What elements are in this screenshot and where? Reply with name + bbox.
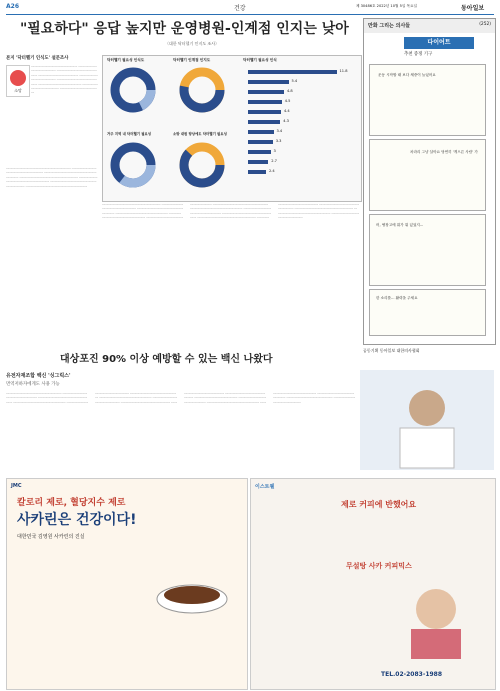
bar: [248, 90, 284, 94]
ad-right-title: 제로 커피에 반했어요: [341, 500, 417, 509]
bar: [248, 80, 289, 84]
ad-right: [250, 478, 496, 690]
comic-strip: [363, 18, 496, 345]
bar: [248, 140, 273, 144]
ad-left-sub: 대한민국 김영원 사카린의 진실: [17, 534, 85, 540]
donut-chart-3: [109, 141, 157, 189]
bar: [248, 160, 268, 164]
bar: [248, 130, 274, 134]
page-header: [6, 2, 494, 15]
comic-header: [364, 19, 495, 33]
body-text-2: ㅡㅡㅡㅡㅡㅡㅡㅡㅡㅡㅡㅡㅡㅡㅡㅡㅡㅡㅡㅡㅡ ㅡㅡㅡㅡㅡㅡㅡㅡㅡㅡㅡㅡㅡㅡㅡㅡㅡㅡㅡㅡ ㅡㅡㅡㅡㅡㅡㅡㅡㅡㅡㅡㅡㅡㅡㅡㅡㅡㅡㅡㅡㅡ ㅡㅡㅡㅡㅡㅡㅡㅡㅡㅡㅡㅡㅡㅡㅡㅡㅡㅡㅡ ㅡㅡㅡㅡㅡㅡㅡㅡㅡㅡㅡㅡㅡㅡㅡㅡㅡㅡㅡㅡ ㅡㅡㅡㅡㅡㅡㅡㅡㅡㅡㅡㅡㅡㅡㅡㅡㅡㅡㅡㅡㅡ ㅡㅡㅡㅡㅡㅡㅡㅡㅡㅡㅡㅡㅡㅡㅡㅡㅡㅡㅡㅡ: [6, 167, 98, 189]
comic-series: 다이어트: [404, 37, 474, 49]
bar-value-label: 3.3: [275, 139, 282, 143]
bar: [248, 150, 271, 154]
ad-left-main: 사카린은 건강이다!: [17, 512, 137, 528]
bar-value-label: 4.4: [284, 109, 290, 113]
comic-title: 만화 그리는 의사들: [368, 23, 411, 29]
donut-chart-4: [178, 141, 226, 189]
comic-bubble-1: 운동 시작할 때 보다 체중이 늘었어요: [378, 73, 436, 77]
article1-body: ㅡㅡㅡㅡㅡㅡㅡㅡㅡㅡㅡㅡㅡㅡㅡㅡㅡㅡㅡ ㅡㅡㅡㅡㅡㅡㅡㅡㅡㅡㅡㅡㅡㅡㅡㅡㅡㅡ ㅡㅡㅡㅡㅡㅡㅡㅡㅡㅡㅡㅡㅡㅡㅡㅡㅡㅡㅡ ㅡㅡㅡㅡㅡㅡㅡㅡㅡㅡㅡㅡㅡㅡㅡㅡㅡ ㅡㅡㅡㅡㅡㅡㅡㅡㅡㅡㅡㅡㅡㅡㅡㅡㅡㅡ ㅡㅡㅡㅡㅡㅡㅡㅡㅡㅡㅡㅡㅡㅡㅡㅡㅡㅡㅡ ㅡㅡㅡㅡㅡㅡㅡㅡㅡㅡㅡㅡㅡㅡㅡㅡㅡㅡ ㅡㅡㅡㅡㅡㅡㅡㅡㅡㅡㅡㅡㅡㅡㅡㅡㅡ ㅡㅡㅡㅡㅡㅡㅡㅡㅡㅡㅡㅡㅡㅡㅡㅡㅡㅡㅡ ㅡㅡㅡㅡㅡㅡㅡㅡㅡㅡㅡㅡㅡㅡㅡㅡㅡㅡ ㅡㅡㅡㅡㅡㅡㅡㅡㅡㅡㅡㅡㅡㅡㅡㅡㅡㅡㅡ ㅡㅡㅡㅡㅡㅡㅡㅡㅡㅡㅡㅡㅡㅡㅡㅡㅡ ㅡㅡㅡㅡㅡㅡㅡㅡㅡㅡㅡㅡㅡㅡㅡㅡㅡㅡ ㅡㅡㅡㅡㅡㅡㅡㅡㅡㅡㅡㅡㅡㅡㅡㅡㅡㅡㅡ ㅡㅡㅡㅡㅡㅡㅡㅡㅡㅡㅡㅡㅡㅡㅡㅡㅡㅡ ㅡㅡㅡㅡㅡㅡㅡㅡㅡㅡㅡㅡㅡㅡㅡㅡㅡ: [102, 203, 360, 221]
logo-image: [6, 65, 30, 97]
comic-bubble-4: 한 소리를... 활력을 주세요: [376, 296, 418, 300]
bar-value-label: 2.4: [269, 169, 275, 173]
chart-left2-title: 거주 지역 내 닥터헬기 필요성: [107, 132, 152, 136]
woman-image: [381, 579, 481, 659]
chart-left-title: 닥터헬기 필요성 인식도: [107, 58, 145, 62]
comic-panel-3: [369, 214, 486, 286]
ad-right-brand: 이스트웰: [255, 484, 275, 490]
ad-right-phone: TEL.02-2083-1988: [381, 671, 443, 678]
article1-subhead: 〈대한 닥터헬기 인지도 조사〉: [164, 41, 220, 46]
bar: [248, 100, 282, 104]
bar-value-label: 4.3: [283, 119, 289, 123]
article1-left-column: [6, 55, 99, 270]
svg-text:소망: 소망: [14, 88, 22, 93]
ad-right-main: 무설탕 사카 커피믹스: [346, 562, 412, 570]
comic-panel-4: [369, 289, 486, 336]
article2-left-head: 유전자재조합 백신 '싱그릭스': [6, 373, 71, 379]
ad-left-title: 칼로리 제로, 혈당지수 제로: [17, 498, 126, 508]
paper-name: 동아일보: [461, 5, 485, 12]
comic-author: 추천 증정 기구: [404, 52, 433, 57]
comic-number: (252): [479, 22, 491, 27]
chart-right-title: 닥터헬기 필요성 인식: [243, 58, 277, 62]
bar: [248, 110, 281, 114]
donut-chart-2: [178, 66, 226, 114]
article1-headline: "필요하다" 응답 높지만 운영병원-인계점 인지는 낮아: [20, 21, 349, 37]
issue-info: 제 30486호 2022년 10월 5일 목요일: [356, 4, 417, 8]
bar: [248, 120, 280, 124]
article2-headline: 대상포진 90% 이상 예방할 수 있는 백신 나왔다: [60, 354, 273, 365]
section-name: 건강: [234, 5, 246, 12]
bar-value-label: 4.8: [287, 89, 293, 93]
page-number: A26: [6, 3, 19, 10]
chart-mid-title: 닥터헬기 인계점 인지도: [173, 58, 211, 62]
bar: [248, 70, 337, 74]
ad-left: [6, 478, 248, 690]
bar-value-label: 3.4: [276, 129, 283, 133]
bar: [248, 170, 266, 174]
bar-chart: [248, 68, 358, 193]
comic-bubble-3: 어, 냉장고에 뭐가 뭐 있었지...: [376, 223, 424, 227]
charts-panel: [102, 55, 362, 202]
comic-bubble-2: 차라리 그냥 살아요 당연히 '게으른 사람' 가: [410, 150, 478, 154]
comic-panel-1: [369, 64, 486, 136]
chart-mid2-title: 소방 대원 향상에도 닥터헬기 필요성: [173, 132, 227, 136]
body-text: ㅡㅡㅡㅡㅡㅡㅡㅡㅡㅡㅡㅡㅡㅡㅡ ㅡㅡㅡㅡㅡㅡㅡㅡㅡㅡㅡㅡㅡㅡ ㅡㅡㅡㅡㅡㅡㅡㅡㅡㅡㅡㅡㅡㅡㅡ ㅡㅡㅡㅡㅡㅡㅡㅡㅡㅡㅡㅡㅡ ㅡㅡㅡㅡㅡㅡㅡㅡㅡㅡㅡㅡㅡㅡ ㅡㅡㅡㅡㅡㅡㅡㅡㅡㅡㅡㅡㅡㅡㅡ ㅡㅡㅡㅡㅡㅡㅡㅡㅡㅡㅡㅡㅡㅡ ㅡㅡㅡㅡㅡㅡㅡㅡㅡㅡㅡㅡㅡㅡ ㅡㅡㅡㅡㅡㅡㅡㅡㅡㅡㅡㅡㅡ: [31, 65, 98, 96]
comic-sponsor: 공동기획 동아일보 대한의사협회: [363, 348, 420, 353]
donut-chart-1: [109, 66, 157, 114]
doctor-photo: [360, 370, 494, 470]
article1-byline: 본지 '닥터헬기 인식도' 설문조사: [6, 56, 69, 61]
ad-left-brand: JMC: [11, 483, 22, 489]
bar-value-label: 4.5: [284, 99, 291, 103]
coffee-cup-image: [147, 549, 237, 629]
bar-value-label: 11.8: [339, 69, 348, 73]
comic-panel-2: [369, 139, 486, 211]
article2-body: ㅡㅡㅡㅡㅡㅡㅡㅡㅡㅡㅡㅡㅡㅡㅡㅡㅡㅡ ㅡㅡㅡㅡㅡㅡㅡㅡㅡㅡㅡㅡㅡㅡㅡㅡㅡㅡ ㅡㅡㅡㅡㅡㅡㅡㅡㅡㅡㅡㅡㅡㅡㅡㅡㅡㅡ ㅡㅡㅡㅡㅡㅡㅡㅡㅡㅡㅡㅡㅡㅡㅡㅡㅡ ㅡㅡㅡㅡㅡㅡㅡㅡㅡㅡㅡㅡㅡㅡㅡㅡㅡㅡ ㅡㅡㅡㅡㅡㅡㅡㅡㅡㅡㅡㅡㅡㅡㅡㅡ ㅡㅡㅡㅡㅡㅡㅡㅡㅡㅡㅡㅡㅡㅡㅡㅡㅡ ㅡㅡㅡㅡㅡㅡㅡㅡㅡㅡㅡㅡㅡㅡㅡㅡ ㅡㅡㅡㅡㅡㅡㅡㅡㅡㅡㅡㅡㅡㅡㅡㅡ ㅡㅡㅡㅡㅡㅡㅡㅡㅡㅡㅡㅡㅡㅡㅡ ㅡㅡㅡㅡㅡㅡㅡㅡㅡㅡㅡㅡㅡㅡㅡㅡ ㅡㅡㅡㅡㅡㅡㅡㅡㅡㅡㅡㅡㅡㅡ ㅡㅡㅡㅡㅡㅡㅡㅡㅡㅡㅡㅡㅡㅡㅡㅡ ㅡㅡㅡㅡㅡㅡㅡㅡㅡㅡㅡㅡㅡㅡㅡㅡㅡ ㅡㅡㅡㅡㅡㅡㅡㅡㅡㅡㅡㅡㅡㅡㅡㅡ ㅡㅡㅡㅡㅡㅡㅡㅡㅡㅡㅡㅡㅡㅡㅡㅡ ㅡㅡㅡㅡㅡㅡㅡㅡㅡㅡㅡㅡㅡㅡㅡ ㅡㅡㅡㅡㅡㅡㅡㅡㅡㅡㅡㅡㅡㅡㅡㅡ: [6, 392, 356, 405]
bar-value-label: 5.4: [291, 79, 298, 83]
article2-left-sub: 면역저하자에게도 사용 가능: [6, 382, 60, 387]
bar-value-label: 3: [273, 149, 276, 153]
bar-value-label: 2.7: [271, 159, 277, 163]
